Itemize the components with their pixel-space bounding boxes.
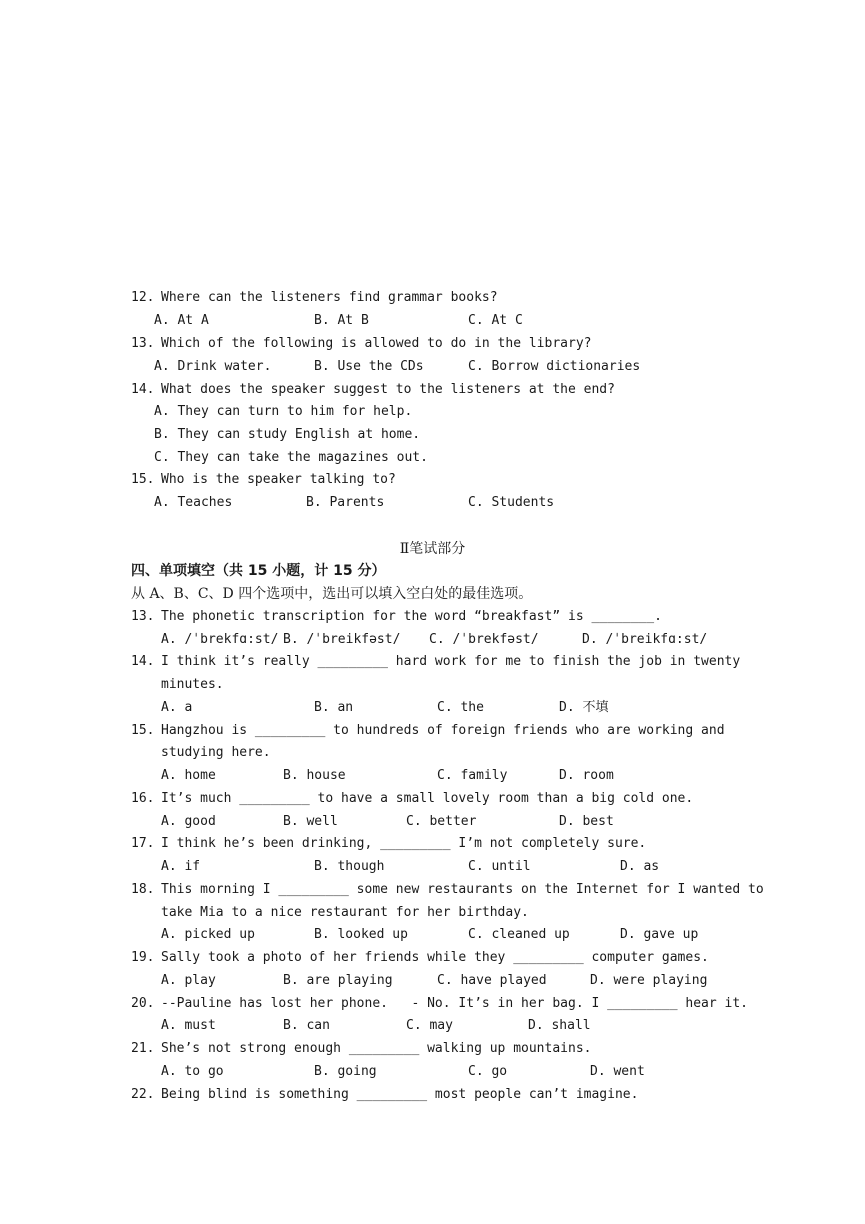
option-c: C. the xyxy=(437,700,484,715)
option-b: B. are playing xyxy=(283,973,393,988)
question-text-cont: take Mia to a nice restaurant for her birthday. xyxy=(161,905,529,920)
option-c: C. Students xyxy=(468,495,555,510)
option-b: B. Parents xyxy=(306,495,385,510)
option-d: D. were playing xyxy=(590,973,708,988)
question-text: I think he’s been drinking, _________ I’m not completely sure. xyxy=(161,836,647,851)
option-b: B. though xyxy=(314,859,385,874)
question-number: 16. xyxy=(131,791,155,806)
question-number: 15. xyxy=(131,472,155,487)
question-number: 14. xyxy=(131,654,155,669)
question-text: Hangzhou is _________ to hundreds of foreign friends who are working and xyxy=(161,723,725,738)
question-number: 14. xyxy=(131,382,155,397)
question-text: She’s not strong enough _________ walking up mountains. xyxy=(161,1041,592,1056)
question-number: 13. xyxy=(131,336,155,351)
option-d: D. went xyxy=(590,1064,645,1079)
question-text: What does the speaker suggest to the listeners at the end? xyxy=(161,382,615,397)
option-a: A. Drink water. xyxy=(154,359,272,374)
option-a: A. if xyxy=(161,859,201,874)
question-text: Which of the following is allowed to do in the library? xyxy=(161,336,592,351)
option-c: C. cleaned up xyxy=(468,927,570,942)
option-c: C. At C xyxy=(468,313,523,328)
question-number: 19. xyxy=(131,950,155,965)
option-c: C. may xyxy=(406,1018,453,1033)
option-b: B. house xyxy=(283,768,346,783)
question-text-cont: minutes. xyxy=(161,677,224,692)
question-number: 15. xyxy=(131,723,155,738)
section-instruction: 从 A、B、C、D 四个选项中，选出可以填入空白处的最佳选项。 xyxy=(131,586,533,602)
option-b: B. well xyxy=(283,814,338,829)
option-c: C. Borrow dictionaries xyxy=(468,359,641,374)
question-number: 21. xyxy=(131,1041,155,1056)
option-b: B. looked up xyxy=(314,927,408,942)
section-title: 四、单项填空（共 15 小题，计 15 分） xyxy=(131,563,386,579)
question-text: I think it’s really _________ hard work for me to finish the job in twenty xyxy=(161,654,741,669)
option-b: B. an xyxy=(314,700,354,715)
option-d: D. /ˈbreikfɑ:st/ xyxy=(582,632,708,647)
option-a: A. picked up xyxy=(161,927,255,942)
option-a: A. At A xyxy=(154,313,209,328)
question-number: 20. xyxy=(131,996,155,1011)
option-d: D. shall xyxy=(528,1018,591,1033)
option-a: A. a xyxy=(161,700,193,715)
question-number: 17. xyxy=(131,836,155,851)
option-a: A. /ˈbrekfɑ:st/ xyxy=(161,632,279,647)
option-b: B. At B xyxy=(314,313,369,328)
option-a: A. must xyxy=(161,1018,216,1033)
option-d: D. room xyxy=(559,768,614,783)
question-text: --Pauline has lost her phone. - No. It’s in her bag. I _________ hear it. xyxy=(161,996,748,1011)
option-c: C. They can take the magazines out. xyxy=(154,450,428,465)
option-b: B. can xyxy=(283,1018,330,1033)
option-a: A. to go xyxy=(161,1064,224,1079)
option-b: B. They can study English at home. xyxy=(154,427,421,442)
option-c: C. better xyxy=(406,814,477,829)
option-a: A. Teaches xyxy=(154,495,233,510)
question-number: 22. xyxy=(131,1087,155,1102)
option-c: C. have played xyxy=(437,973,547,988)
question-number: 18. xyxy=(131,882,155,897)
option-c: C. /ˈbrekfəst/ xyxy=(429,632,539,647)
question-text: The phonetic transcription for the word “breakfast” is ________. xyxy=(161,609,662,624)
question-text-cont: studying here. xyxy=(161,745,271,760)
option-b: B. Use the CDs xyxy=(314,359,424,374)
option-b: B. /ˈbreikfəst/ xyxy=(283,632,401,647)
question-text: Sally took a photo of her friends while they _________ computer games. xyxy=(161,950,709,965)
question-text: Being blind is something _________ most people can’t imagine. xyxy=(161,1087,639,1102)
option-a: A. They can turn to him for help. xyxy=(154,404,413,419)
question-number: 13. xyxy=(131,609,155,624)
option-b: B. going xyxy=(314,1064,377,1079)
option-c: C. family xyxy=(437,768,508,783)
option-d: D. as xyxy=(620,859,660,874)
question-number: 12. xyxy=(131,290,155,305)
option-d: D. gave up xyxy=(620,927,699,942)
option-a: A. good xyxy=(161,814,216,829)
question-text: Who is the speaker talking to? xyxy=(161,472,396,487)
option-d: D. 不填 xyxy=(559,700,609,715)
option-c: C. go xyxy=(468,1064,508,1079)
question-text: This morning I _________ some new restaurants on the Internet for I wanted to xyxy=(161,882,764,897)
option-a: A. play xyxy=(161,973,216,988)
question-text: Where can the listeners find grammar books? xyxy=(161,290,498,305)
question-text: It’s much _________ to have a small lovely room than a big cold one. xyxy=(161,791,694,806)
written-part-title: Ⅱ笔试部分 xyxy=(399,541,466,557)
option-d: D. best xyxy=(559,814,614,829)
option-a: A. home xyxy=(161,768,216,783)
option-c: C. until xyxy=(468,859,531,874)
